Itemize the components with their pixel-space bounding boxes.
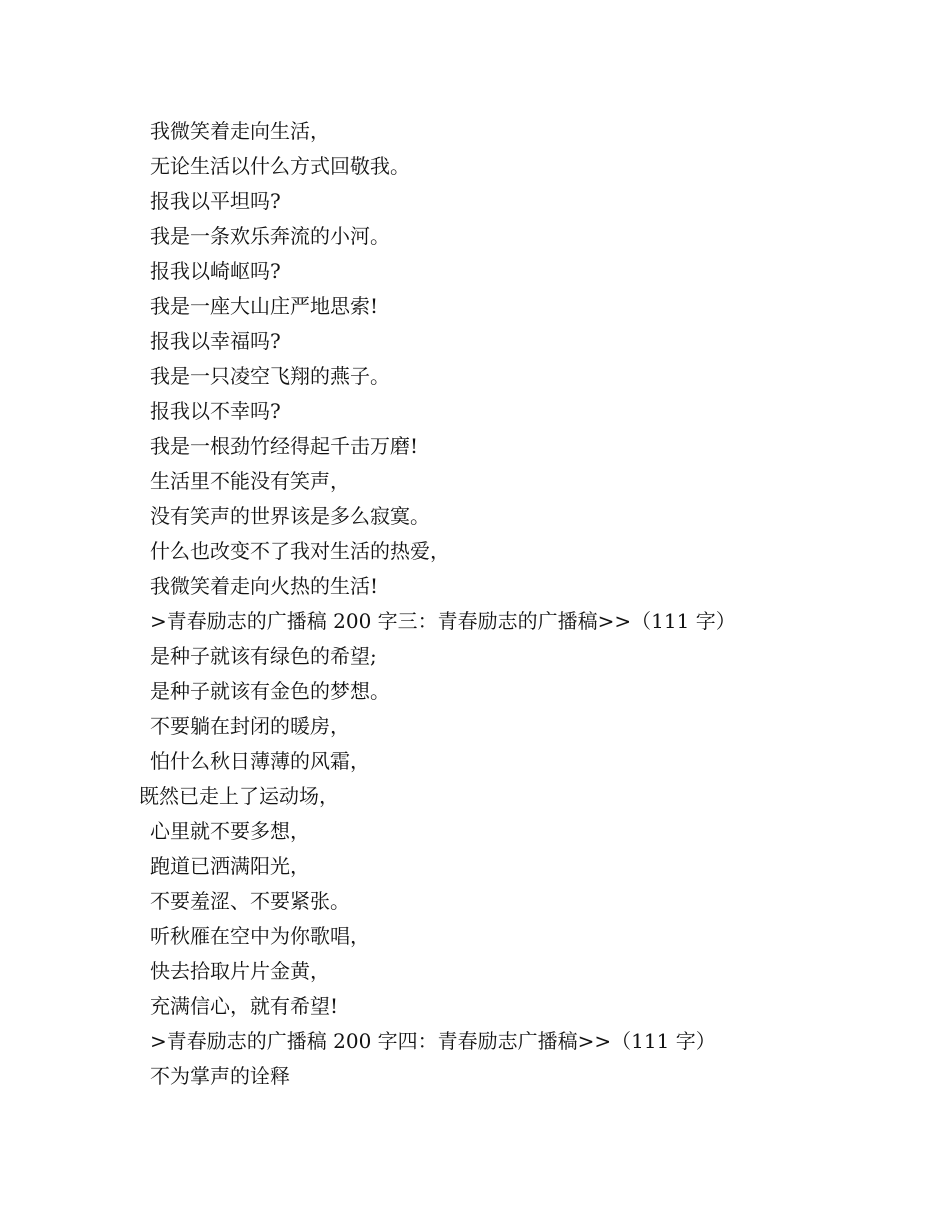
text-line: 报我以不幸吗? <box>150 399 281 423</box>
text-line: 报我以平坦吗? <box>150 189 281 213</box>
text-line: 没有笑声的世界该是多么寂寞。 <box>150 504 430 528</box>
text-line: 充满信心，就有希望! <box>150 994 339 1018</box>
text-line: 我微笑着走向火热的生活! <box>150 574 379 598</box>
text-line: 我微笑着走向生活， <box>150 119 330 143</box>
text-line: 不要羞涩、不要紧张。 <box>150 889 350 913</box>
text-line: 生活里不能没有笑声， <box>150 469 350 493</box>
text-line: 不要躺在封闭的暖房， <box>150 714 350 738</box>
text-line: 既然已走上了运动场， <box>139 784 339 808</box>
text-line: 怕什么秋日薄薄的风霜， <box>150 749 370 773</box>
section-heading-link: >青春励志的广播稿 200 字四：青春励志广播稿>>（111 字） <box>150 1029 716 1053</box>
text-line: 是种子就该有金色的梦想。 <box>150 679 390 703</box>
section-heading-link: >青春励志的广播稿 200 字三：青春励志的广播稿>>（111 字） <box>150 609 736 633</box>
text-line: 跑道已洒满阳光， <box>150 854 310 878</box>
text-line: 我是一根劲竹经得起千击万磨! <box>150 434 419 458</box>
text-line: 是种子就该有绿色的希望; <box>150 644 377 668</box>
text-body <box>139 114 910 1094</box>
text-line: 我是一只凌空飞翔的燕子。 <box>150 364 390 388</box>
text-line: 报我以幸福吗? <box>150 329 281 353</box>
text-line: 报我以崎岖吗? <box>150 259 281 283</box>
text-line: 快去拾取片片金黄， <box>150 959 330 983</box>
text-line: 什么也改变不了我对生活的热爱， <box>150 539 450 563</box>
text-line: 我是一条欢乐奔流的小河。 <box>150 224 390 248</box>
text-line: 听秋雁在空中为你歌唱， <box>150 924 370 948</box>
text-line: 无论生活以什么方式回敬我。 <box>150 154 410 178</box>
text-line: 不为掌声的诠释 <box>150 1064 290 1088</box>
text-line: 心里就不要多想， <box>150 819 310 843</box>
text-line: 我是一座大山庄严地思索! <box>150 294 379 318</box>
